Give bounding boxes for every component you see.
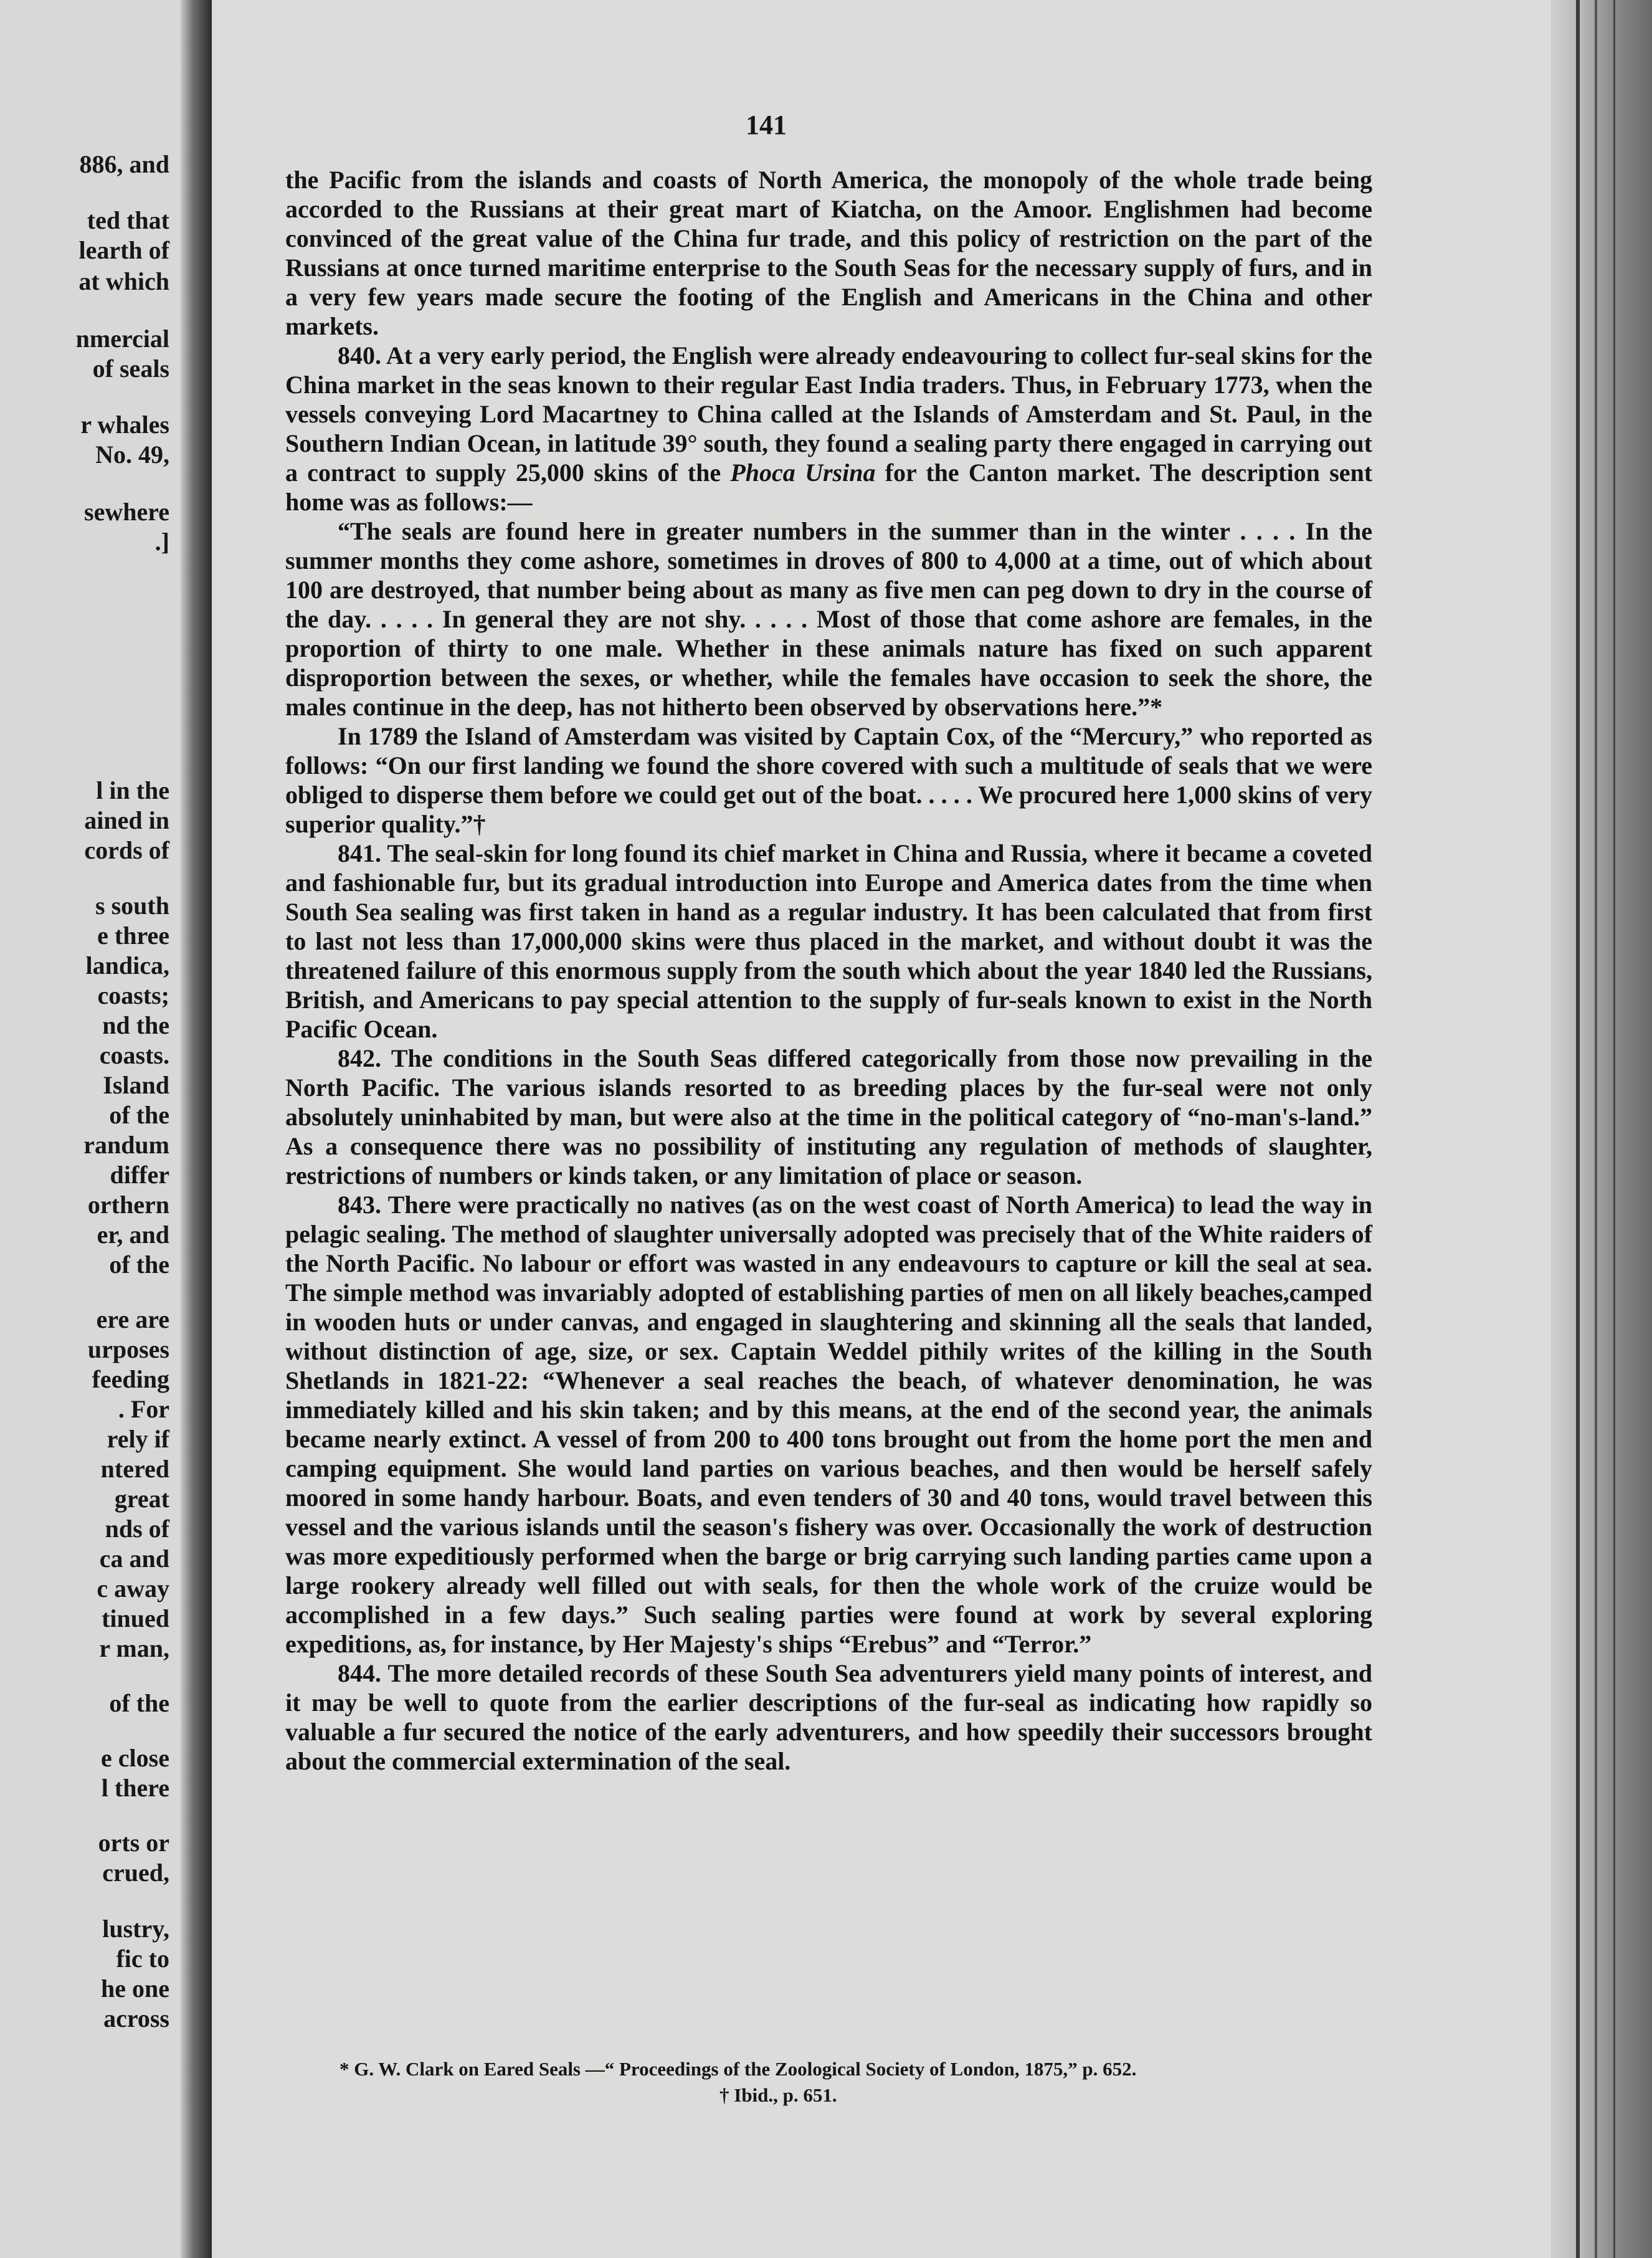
facing-page-line: landica, [85, 951, 169, 979]
facing-page-line: crued, [102, 1859, 169, 1887]
facing-page-line: ained in [84, 806, 169, 834]
paragraph-840-text: 840. At a very early period, the English were already endeavouring to collect fur-seal skins for the China market in the seas known to their regular East India traders. Thus, in February 1773, when the vessels conveying Lord Macartney to China called at the Islands of Amsterdam and St. Paul, in the Southern Indian Ocean, in latitude 39° south, they found a sealing party there engaged in carrying out a contract to supply 25,000 skins of the [285, 341, 1372, 487]
facing-page-line: sewhere [84, 498, 169, 526]
facing-page-line: rely if [107, 1425, 169, 1453]
book-gutter [181, 0, 212, 2258]
facing-page-line: feeding [92, 1365, 169, 1393]
facing-page-line: l in the [96, 776, 169, 804]
body-text [285, 165, 1372, 1776]
paragraph-843: 843. There were practically no natives (as on the west coast of North America) to lead the way in pelagic sealing. The method of slaughter universally adopted was precisely that of the White raiders of the North Pacific. No labour or effort was wasted in any endeavours to capture or kill the seal at sea. The simple method was invariably adopted of establishing parties of men on all likely beaches,camped in wooden huts or under canvas, and engaged in slaughtering and skinning all the seals that landed, without distinction of age, size, or sex. Captain Weddel pithily writes of the killing in the South Shetlands in 1821-22: “Whenever a seal reaches the beach, of whatever denomination, he was immediately killed and his skin taken; and by this means, at the end of the second year, the animals became nearly extinct. A vessel of from 200 to 400 tons brought out from the home port the men and camping equipment. She would land parties on various beaches, and then would be herself safely moored in some handy harbour. Boats, and even tenders of 30 and 40 tons, would travel between this vessel and the various islands until the season's fishery was over. Occasionally the work of destruction was more expeditiously performed when the barge or brig carrying such landing parties came upon a large rookery already well filled out with seals, for then the whole work of the cruize would be accomplished in a few days.” Such sealing parties were found at work by several exploring expeditions, as, for instance, by Her Majesty's ships “Erebus” and “Terror.” [285, 1191, 1372, 1658]
facing-page-line: coasts; [97, 981, 169, 1009]
facing-page-line: e three [97, 922, 169, 950]
page-number: 141 [746, 110, 787, 140]
facing-page-line: coasts. [99, 1041, 169, 1069]
paragraph-842: 842. The conditions in the South Seas differed categorically from those now prevailing in the North Pacific. The various islands resorted to as breeding places by the fur-seal were not only absolutely uninhabited by man, but were also at the time in the political category of “no-man's-land.” As a consequence there was no possibility of instituting any regulation of methods of slaughter, restrictions of numbers or kinds taken, or any limitation of place or season. [285, 1044, 1372, 1189]
facing-page-line: orthern [87, 1191, 169, 1219]
facing-page-line: learth of [78, 236, 169, 264]
facing-page-line: at which [78, 267, 169, 295]
facing-page-line: e close [101, 1744, 169, 1772]
quotation: “The seals are found here in greater numbers in the summer than in the winter . . . . In the summer months they come ashore, sometimes in droves of 800 to 4,000 at a time, out of which about 100 are destroyed, that number being about as many as five men can peg down to dry in the course of the day. . . . . In general they are not shy. . . . . Most of those that come ashore are females, in the proportion of thirty to one male. Whether in these animals nature has fixed on such apparent disproportion between the sexes, or whether, while the females have occasion to seek the shore, the males continue in the deep, has not hitherto been observed by observations here.”* [285, 517, 1372, 721]
facing-page-line: s south [95, 892, 169, 920]
facing-page-line: tinued [102, 1604, 169, 1632]
facing-page-line: of the [109, 1689, 169, 1717]
facing-page-line: r whales [80, 411, 169, 439]
paragraph-840-after: for the Canton market. The description sent home was as follows:— [285, 459, 1373, 516]
facing-page-line: nmercial [75, 325, 169, 353]
facing-page-line: . For [118, 1395, 169, 1423]
facing-page-line: of seals [92, 355, 169, 383]
facing-page-line: cords of [84, 836, 169, 864]
facing-page-line: differ [110, 1161, 169, 1189]
facing-page-line: ere are [96, 1305, 169, 1333]
facing-page-line: of the [109, 1250, 169, 1279]
facing-page-line: c away [97, 1574, 169, 1603]
footnote-2: † Ibid., p. 651. [719, 2084, 837, 2106]
facing-page-line: fic to [116, 1945, 169, 1973]
facing-page-line: across [103, 2004, 169, 2032]
facing-page-line: er, and [97, 1221, 169, 1249]
facing-page-line: .] [154, 528, 169, 556]
facing-page-line: lustry, [102, 1915, 169, 1943]
facing-page-line: randum [83, 1131, 169, 1159]
facing-page [0, 0, 206, 2258]
facing-page-line: ntered [100, 1455, 169, 1483]
paragraph-continuation: the Pacific from the islands and coasts of North America, the monopoly of the whole trade being accorded to the Russians at their great mart of Kiatcha, on the Amoor. Englishmen had become convinced of the great value of the China fur trade, and this policy of restriction on the part of the Russians at once turned maritime enterprise to the South Seas for the necessary supply of furs, and in a very few years made secure the footing of the English and Americans in the China and other markets. [285, 166, 1372, 340]
facing-page-line: urposes [87, 1335, 169, 1363]
facing-page-line: great [114, 1485, 169, 1513]
page-edge [1551, 0, 1652, 2258]
facing-page-line: orts or [98, 1829, 169, 1857]
facing-page-line: No. 49, [95, 441, 169, 469]
facing-page-line: Island [103, 1071, 169, 1099]
facing-page-line: of the [109, 1101, 169, 1129]
facing-page-line: r man, [99, 1634, 169, 1662]
species-name: Phoca Ursina [730, 459, 876, 487]
facing-page-line: 886, and [79, 150, 169, 178]
facing-page-line: ca and [99, 1545, 169, 1573]
facing-page-line: nds of [105, 1515, 169, 1543]
footnotes [339, 2056, 1398, 2108]
paragraph-840 [285, 341, 1372, 517]
paragraph-844: 844. The more detailed records of these South Sea adventurers yield many points of interest, and it may be well to quote from the earlier descriptions of the fur-seal as indicating how rapidly so valuable a fur secured the notice of the early adventurers, and how speedily their successors brought about the commercial extermination of the seal. [285, 1659, 1372, 1775]
facing-page-line: ted that [87, 206, 169, 234]
facing-page-line: he one [101, 1975, 169, 2003]
paragraph-1789: In 1789 the Island of Amsterdam was visited by Captain Cox, of the “Mercury,” who reported as follows: “On our first landing we found the shore covered with such a multitude of seals that we were obliged to disperse them before we could get out of the boat. . . . . We procured here 1,000 skins of very superior quality.”† [285, 722, 1372, 838]
facing-page-line: nd the [102, 1011, 169, 1039]
paragraph-841: 841. The seal-skin for long found its chief market in China and Russia, where it became a coveted and fashionable fur, but its gradual introduction into Europe and America dates from the time when South Sea sealing was first taken in hand as a regular industry. It has been calculated that from first to last not less than 17,000,000 skins were thus placed in the market, and without doubt it was the threatened failure of this enormous supply from the south which about the year 1840 led the Russians, British, and Americans to pay special attention to the supply of fur-seals known to exist in the North Pacific Ocean. [285, 839, 1372, 1043]
footnote-1: * G. W. Clark on Eared Seals —“ Proceedings of the Zoological Society of London, 1875,” p. 652. [339, 2058, 1137, 2080]
facing-page-line: l there [101, 1774, 169, 1802]
